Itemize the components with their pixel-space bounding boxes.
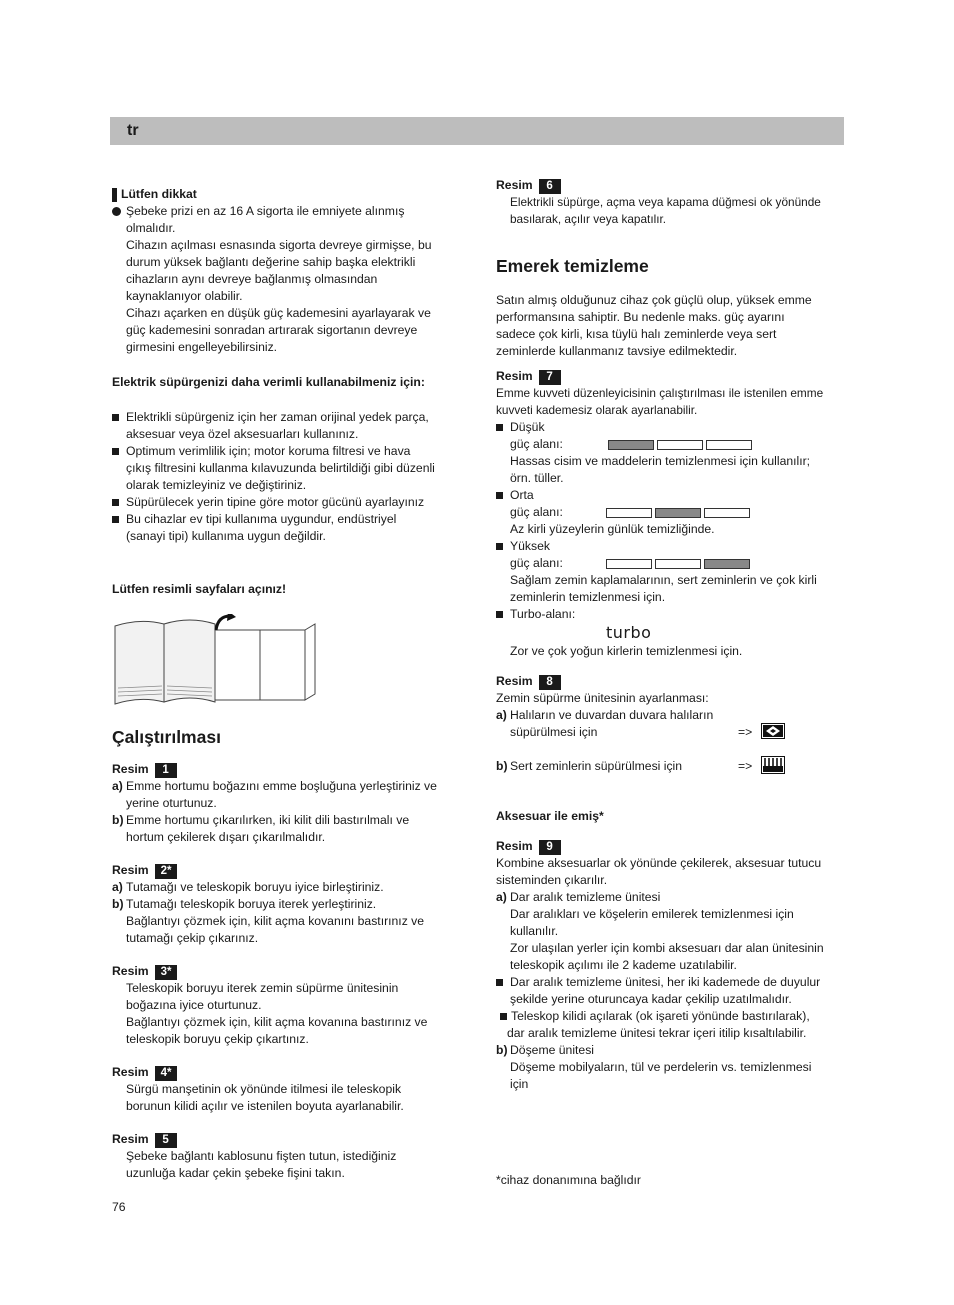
- figure-reference-4: Resim 4*: [112, 1063, 462, 1081]
- right-column: Resim 6 Elektrikli süpürge, açma veya kapama düğmesi ok yönünde basılarak, açılır veya kapatılır. Emerek temizleme Satın almış olduğunuz cihaz çok güçlü olup, yüksek emme performansına sahiptir. Bu nedenle maks. güç ayarını sadece çok kirli, kısa tüylü halı zeminlerde veya sert zeminlerde kullanmanız tavsiye edilmektedir. Resim 7 Emme kuvveti düzenleyicisinin çalıştırılması ile istenilen emme kuvveti kademesiz olarak ayarlanabilir. Düşük güç alanı: Hassas cisim ve maddelerin temizlenmesi için kullanılır; örn. tüller. Orta güç alanı: Az kirli yüzeylerin günlük temizliğinde. Yüksek güç alanı: Sağlam zemin kaplamalarının, sert zeminlerin ve çok kirli zeminlerin temizlenmesi için. Turbo-alanı: turbo Zor ve çok yoğun kirlerin temizlenmesi için. Resim 8 Zemin süpürme ünitesinin ayarlanması: a) Halıların ve duvardan duvara halıların süpürülmesi için => b) Sert zeminlerin süpürülmesi için => Aksesuar ile emiş* Resim 9 Kombine aksesuarlar ok yönünde çekilerek, aksesuar tutucu sisteminden çıkarılır. a) Dar aralık temizleme ünitesi Dar aralıkları ve köşelerin emilerek temizlenmesi için kullanılır. Zor ulaşılan yerler için kombi aksesuarı dar alan ünitesinin teleskopik açılımı ile 2 kademe uzatılabilir. Dar aralık temizleme ünitesi, her iki kademede de duyulur şekilde yerine oturuncaya kadar çekilip uzatılmalıdır. Teleskop kilidi açılarak (ok işareti yönünde bastırılarak), dar aralık temizleme ünitesi tekrar içeri itilip kısaltılabilir. b) Döşeme ünitesi Döşeme mobilyaların, tül ve perdelerin vs. temizlenmesi için: [496, 176, 844, 1093]
- square-bullet-icon: [112, 516, 119, 523]
- square-bullet-icon: [496, 492, 503, 499]
- open-booklet-illustration: [112, 614, 322, 706]
- power-level-low: Düşük güç alanı: Hassas cisim ve maddelerin temizlenmesi için kullanılır; örn. tüller.: [496, 419, 844, 487]
- square-bullet-icon: [112, 448, 119, 455]
- figure-reference-6: Resim 6: [496, 176, 844, 194]
- page-number: 76: [112, 1200, 126, 1214]
- power-level-mid: Orta güç alanı: Az kirli yüzeylerin günlük temizliğinde.: [496, 487, 844, 538]
- efficiency-title: Elektrik süpürgenizi daha verimli kullanabilmeniz için:: [112, 375, 425, 389]
- manual-cleaning-title: Emerek temizleme: [496, 256, 649, 276]
- attention-title: Lütfen dikkat: [121, 187, 197, 201]
- attention-line: Cihazın açılması esnasında sigorta devreye girmişse, bu: [126, 238, 432, 252]
- nozzle-setting-hard-floor: b) Sert zeminlerin süpürülmesi için =>: [496, 758, 844, 775]
- square-bullet-icon: [496, 611, 503, 618]
- attention-line: kaynaklanıyor olabilir.: [126, 289, 243, 303]
- list-item: Elektrikli süpürgeniz için her zaman orijinal yedek parça, aksesuar veya özel aksesuarları kullanınız.: [112, 409, 462, 443]
- attention-block: [112, 186, 462, 356]
- square-bullet-icon: [500, 1013, 507, 1020]
- list-item: Bu cihazlar ev tipi kullanıma uygundur, endüstriyel (sanayi tipi) kullanıma uygun değildir.: [112, 511, 462, 545]
- accessory-title: Aksesuar ile emiş*: [496, 809, 604, 823]
- hard-floor-mode-icon: [761, 756, 785, 774]
- efficiency-list: [112, 409, 462, 545]
- language-bar: [110, 117, 844, 145]
- bullet-icon: [112, 207, 121, 216]
- power-indicator-high: [606, 559, 750, 569]
- left-column: Lütfen dikkat Şebeke prizi en az 16 A sigorta ile emniyete alınmış olmalıdır. Cihazın açılması esnasında sigorta devreye girmişse, bu durum yüksek bağlantı değerine sahip başka elektrikli cihazların aynı devreye bağlanmış olmasından kaynaklanıyor olabilir. Cihazı açarken en düşük güç kademesini ayarlayarak ve güç kademesini sonradan artırarak sigortanın devreye girmesini engelleyebilirsiniz. Elektrik süpürgenizi daha verimli kullanabilmeniz için: Elektrikli süpürgeniz için her zaman orijinal yedek parça, aksesuar veya özel aksesuarları kullanınız. Optimum verimlilik için; motor koruma filtresi ve hava çıkış filtresini kullanma kılavuzunda belirtildiği gibi düzenli olarak temizleyiniz ve değiştiriniz. Süpürülecek yerin tipine göre motor gücünü ayarlayınız Bu cihazlar ev tipi kullanıma uygundur, endüstriyel (sanayi tipi) kullanıma uygun değildir. Lütfen resimli sayfaları açınız! Çalıştırılması Resim 1 a) Emme hortumu boğazını emme boşluğuna yerleştiriniz ve yerine oturtunuz. b) Emme hortumu çıkarılırken, iki kilit dili bastırılmalı ve hortum çekilerek dışarı çıkarılmalıdır. Resim 2* a) Tutamağı ve teleskopik boruyu iyice birleştiriniz. b) Tutamağı teleskopik boruya iterek yerleştiriniz. Bağlantıyı çözmek için, kilit açma kovanını bastırınız ve tutamağı çekip çıkarınız. Resim 3* Teleskopik boruyu iterek zemin süpürme ünitesinin boğazına iyice oturtunuz. Bağlantıyı çözmek için, kilit açma kovanına bastırınız ve teleskopik boruyu çekip çıkartınız. Resim 4* Sürgü manşetinin ok yönünde itilmesi ile teleskopik borunun kilidi açılır ve istenilen boyuta ayarlanabilir. Resim 5 Şebeke bağlantı kablosunu fişten tutun, istediğiniz uzunluğa kadar çekin şebeke fişini takın.: [112, 186, 462, 1182]
- power-level-high: Yüksek güç alanı: Sağlam zemin kaplamalarının, sert zeminlerin ve çok kirli zeminlerin temizlenmesi için.: [496, 538, 844, 606]
- carpet-mode-icon: [761, 723, 785, 739]
- list-item: Teleskop kilidi açılarak (ok işareti yönünde bastırılarak), dar aralık temizleme ünitesi tekrar içeri itilip kısaltılabilir.: [496, 1008, 844, 1042]
- manual-cleaning-text: Satın almış olduğunuz cihaz çok güçlü olup, yüksek emme performansına sahiptir. Bu nedenle maks. güç ayarını sadece çok kirli, kısa tüylü halı zeminlerde veya sert zeminlerde kullanmanız tavsiye edilmektedir.: [496, 293, 812, 358]
- list-item: Süpürülecek yerin tipine göre motor gücünü ayarlayınız: [112, 494, 462, 511]
- figure-reference-7: Resim 7: [496, 367, 844, 385]
- power-indicator-mid: [606, 508, 750, 518]
- operation-title: Çalıştırılması: [112, 727, 221, 747]
- upholstery-tool: b) Döşeme ünitesi Döşeme mobilyaların, tül ve perdelerin vs. temizlenmesi için: [496, 1043, 812, 1091]
- open-pages-note: Lütfen resimli sayfaları açınız!: [112, 582, 287, 596]
- attention-line: girmesini engelleyebilirsiniz.: [126, 340, 278, 354]
- attention-line: güç kademesini sonradan artırarak sigortanın devreye: [126, 323, 418, 337]
- square-bullet-icon: [496, 979, 503, 986]
- list-item: Optimum verimlilik için; motor koruma filtresi ve hava çıkış filtresini kullanma kılavuzunda belirtildiği gibi düzenli olarak temizleyiniz ve değiştiriniz.: [112, 443, 462, 494]
- power-level-turbo: Turbo-alanı: turbo Zor ve çok yoğun kirlerin temizlenmesi için.: [496, 606, 844, 660]
- footnote: *cihaz donanımına bağlıdır: [496, 1173, 641, 1187]
- square-bullet-icon: [496, 543, 503, 550]
- square-bullet-icon: [112, 414, 119, 421]
- figure-reference-9: Resim 9: [496, 837, 844, 855]
- power-indicator-low: [608, 440, 752, 450]
- attention-line: Şebeke prizi en az 16 A sigorta ile emniyete alınmış: [126, 204, 405, 218]
- warning-icon: [112, 188, 117, 202]
- square-bullet-icon: [112, 499, 119, 506]
- square-bullet-icon: [496, 424, 503, 431]
- attention-line: cihazların aynı devreye bağlanmış olmasından: [126, 272, 378, 286]
- figure-reference-3: Resim 3*: [112, 962, 462, 980]
- attention-line: durum yüksek bağlantı değerine sahip başka elektrikli: [126, 255, 416, 269]
- crevice-tool: a) Dar aralık temizleme ünitesi Dar aralıkları ve köşelerin emilerek temizlenmesi için kullanılır. Zor ulaşılan yerler için kombi aksesuarı dar alan ünitesinin teleskopik açılımı ile 2 kademe uzatılabilir.: [496, 890, 824, 972]
- figure-reference-5: Resim 5: [112, 1130, 462, 1148]
- turbo-logo: turbo: [606, 623, 652, 642]
- figure-reference-2: Resim 2*: [112, 861, 462, 879]
- attention-line: olmalıdır.: [126, 221, 176, 235]
- language-code: tr: [127, 122, 139, 139]
- list-item: Dar aralık temizleme ünitesi, her iki kademede de duyulur şekilde yerine oturuncaya kadar çekilip uzatılmalıdır.: [496, 974, 844, 1008]
- figure-reference-8: Resim 8: [496, 672, 844, 690]
- attention-line: Cihazı açarken en düşük güç kademesini ayarlayarak ve: [126, 306, 431, 320]
- figure-reference-1: Resim 1: [112, 760, 462, 778]
- nozzle-setting-carpet: a) Halıların ve duvardan duvara halıların süpürülmesi için =>: [496, 707, 844, 741]
